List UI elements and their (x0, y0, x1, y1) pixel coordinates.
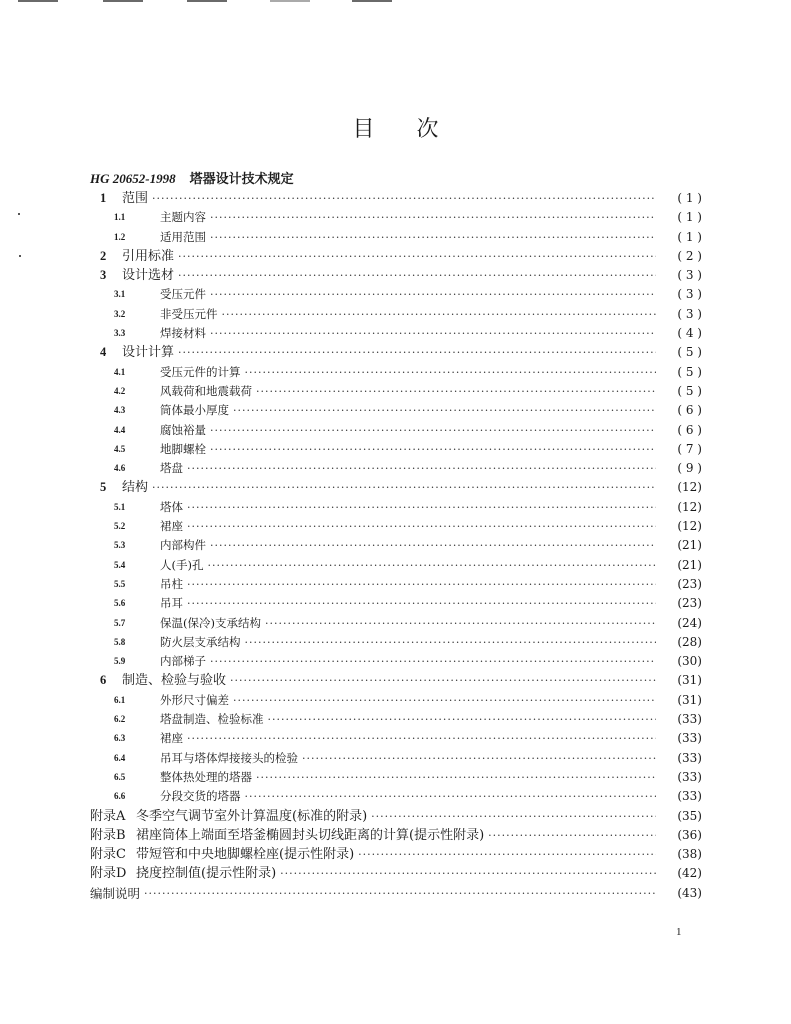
scan-mark (187, 0, 227, 2)
dot-leader (144, 884, 656, 903)
toc-entry-title: 外形尺寸偏差 (160, 692, 229, 707)
dot-leader (358, 845, 656, 864)
toc-entry (90, 343, 702, 362)
toc-entry-title: 内部梯子 (160, 654, 206, 669)
toc-entry (90, 536, 702, 555)
toc-entry-number: 1.2 (114, 231, 126, 242)
toc-entry (90, 826, 702, 845)
scan-mark (103, 0, 143, 2)
toc-entry-title: 编制说明 (90, 885, 141, 901)
toc-entry-title: 筒体最小厚度 (160, 403, 229, 418)
toc-entry-title: 吊耳与塔体焊接接头的检验 (160, 750, 298, 765)
toc-entry-page: (33) (677, 731, 702, 746)
toc-entry-page: ( 9 ) (677, 461, 702, 476)
toc-entry-number: 4 (100, 345, 107, 360)
dot-leader (178, 247, 656, 266)
dot-leader (178, 266, 656, 285)
scan-mark (18, 0, 58, 2)
toc-entry-number: 6.1 (114, 694, 126, 705)
toc-entry (90, 710, 702, 729)
dot-leader (210, 440, 656, 459)
toc-entry-title: 腐蚀裕量 (160, 422, 206, 437)
toc-entry-number: 1.1 (114, 212, 126, 223)
toc-entry (90, 266, 702, 285)
toc-entry-page: (31) (677, 692, 702, 707)
dot-leader (233, 401, 656, 420)
toc-entry-number: 6.2 (114, 714, 126, 725)
toc-entry-title: 冬季空气调节室外计算温度(标准的附录) (136, 808, 368, 824)
toc-entry-number: 附录C (90, 847, 126, 863)
standard-header (90, 168, 294, 187)
toc-entry-title: 人(手)孔 (160, 557, 204, 572)
toc-entry (90, 478, 702, 497)
toc-entry-page: (36) (677, 827, 702, 842)
toc-entry (90, 208, 702, 227)
toc-entry-number: 3.2 (114, 308, 126, 319)
toc-entry-title: 风载荷和地震载荷 (160, 383, 252, 398)
toc-entry-number: 3.3 (114, 328, 126, 339)
toc-entry-page: ( 7 ) (677, 441, 702, 456)
toc-entry (90, 498, 702, 517)
toc-entry-title: 受压元件的计算 (160, 364, 241, 379)
dot-leader (210, 228, 656, 247)
toc-entry-number: 6.4 (114, 752, 126, 763)
toc-entry (90, 614, 702, 633)
toc-entry (90, 305, 702, 324)
toc-entry (90, 864, 702, 883)
toc-entry (90, 228, 702, 247)
toc-entry-title: 塔体 (160, 499, 183, 514)
toc-entry-number: 附录D (90, 866, 127, 882)
standard-code: HG 20652-1998 (90, 171, 176, 186)
toc-entry (90, 285, 702, 304)
toc-entry-page: ( 4 ) (677, 326, 702, 341)
dot-leader (187, 498, 656, 517)
scan-mark (270, 0, 310, 2)
toc-entry-title: 防火层支承结构 (160, 634, 241, 649)
toc-entry-page: (24) (677, 615, 702, 630)
toc-entry (90, 401, 702, 420)
toc-entry-page: ( 5 ) (677, 383, 702, 398)
toc-entry (90, 729, 702, 748)
toc-entry-number: 5.9 (114, 656, 126, 667)
toc-entry-page: ( 6 ) (677, 403, 702, 418)
toc-entry (90, 517, 702, 536)
dot-leader (152, 189, 656, 208)
toc-entry-page: (35) (677, 808, 702, 823)
toc-entry-page: ( 2 ) (677, 248, 702, 263)
toc-entry-page: ( 1 ) (677, 229, 702, 244)
toc-entry (90, 363, 702, 382)
toc-entry-page: (30) (677, 654, 702, 669)
dot-leader (187, 575, 656, 594)
toc-entry-number: 6.6 (114, 791, 126, 802)
toc-entry-number: 4.2 (114, 385, 126, 396)
toc-entry-number: 5.6 (114, 598, 126, 609)
toc-entry-page: ( 3 ) (677, 306, 702, 321)
toc-entry-title: 裙座 (160, 519, 183, 534)
toc-entry (90, 575, 702, 594)
toc-entry-number: 4.1 (114, 366, 126, 377)
toc-entry-title: 带短管和中央地脚螺栓座(提示性附录) (136, 847, 355, 863)
toc-entry-title: 制造、检验与验收 (122, 673, 227, 689)
dot-leader (207, 556, 656, 575)
title-part-2: 次 (416, 117, 439, 142)
page-number: 1 (676, 926, 682, 938)
dot-leader (187, 594, 656, 613)
dot-leader (210, 324, 656, 343)
toc-entry-title: 受压元件 (160, 287, 206, 302)
toc-entry-title: 分段交货的塔器 (160, 789, 241, 804)
toc-entry-number: 6 (100, 673, 107, 688)
toc-entry-title: 设计选材 (122, 268, 175, 284)
toc-entry (90, 189, 702, 208)
page-title (0, 112, 791, 143)
toc-entry (90, 749, 702, 768)
toc-entry-page: (12) (677, 519, 702, 534)
toc-entry-title: 吊耳 (160, 596, 183, 611)
dot-leader (302, 749, 656, 768)
toc-entry (90, 845, 702, 864)
dot-leader (265, 614, 656, 633)
toc-entry-page: ( 1 ) (677, 210, 702, 225)
toc-entry (90, 652, 702, 671)
toc-entry-page: ( 6 ) (677, 422, 702, 437)
toc-entry-page: ( 5 ) (677, 364, 702, 379)
toc-entry-page: (42) (677, 866, 702, 881)
toc-entry (90, 459, 702, 478)
toc-entry-page: (31) (677, 673, 702, 688)
dot-leader (210, 208, 656, 227)
toc-entry-number: 5.2 (114, 521, 126, 532)
toc-entry-number: 6.5 (114, 771, 126, 782)
dot-leader (245, 633, 657, 652)
toc-entry-number: 4.5 (114, 443, 126, 454)
toc-entry-title: 挠度控制值(提示性附录) (136, 866, 277, 882)
toc-entry-title: 塔盘制造、检验标准 (160, 712, 264, 727)
toc-entry (90, 807, 702, 826)
standard-title: 塔器设计技术规定 (189, 171, 294, 186)
toc-entry-title: 裙座 (160, 731, 183, 746)
toc-entry-title: 吊柱 (160, 576, 183, 591)
toc-entry-number: 附录A (90, 808, 126, 824)
toc-entry-number: 5.8 (114, 636, 126, 647)
toc-entry-page: ( 3 ) (677, 287, 702, 302)
table-of-contents (90, 189, 702, 903)
toc-entry-page: (33) (677, 750, 702, 765)
dot-leader (210, 421, 656, 440)
scan-dot (18, 213, 20, 215)
dot-leader (187, 459, 656, 478)
dot-leader (187, 517, 656, 536)
toc-entry-page: (21) (677, 557, 702, 572)
toc-entry-title: 整体热处理的塔器 (160, 769, 252, 784)
toc-entry (90, 247, 702, 266)
toc-entry-number: 附录B (90, 827, 126, 843)
toc-entry-number: 4.6 (114, 463, 126, 474)
toc-entry-number: 1 (100, 191, 107, 205)
toc-entry (90, 884, 702, 903)
toc-entry-title: 引用标准 (122, 248, 175, 264)
title-part-1: 目 (352, 117, 375, 142)
toc-entry-title: 范围 (122, 191, 149, 206)
toc-entry (90, 594, 702, 613)
toc-entry (90, 633, 702, 652)
toc-entry-number: 5.4 (114, 559, 126, 570)
scan-dot (19, 255, 21, 257)
toc-entry-number: 6.3 (114, 733, 126, 744)
toc-entry-page: (12) (677, 499, 702, 514)
toc-entry (90, 768, 702, 787)
toc-entry (90, 691, 702, 710)
toc-entry-title: 设计计算 (122, 345, 175, 361)
toc-entry-title: 适用范围 (160, 229, 206, 244)
dot-leader (371, 807, 656, 826)
dot-leader (488, 826, 656, 845)
toc-entry-number: 2 (100, 248, 107, 263)
toc-entry-title: 保温(保冷)支承结构 (160, 615, 261, 630)
toc-entry-title: 裙座筒体上端面至塔釜椭圆封头切线距离的计算(提示性附录) (136, 827, 485, 843)
dot-leader (152, 478, 656, 497)
dot-leader (210, 285, 656, 304)
dot-leader (256, 768, 656, 787)
toc-entry-number: 4.3 (114, 405, 126, 416)
toc-entry-page: (23) (677, 596, 702, 611)
toc-entry (90, 324, 702, 343)
dot-leader (187, 729, 656, 748)
scan-mark (352, 0, 392, 2)
toc-entry (90, 440, 702, 459)
toc-entry-page: (28) (677, 634, 702, 649)
toc-entry-page: ( 5 ) (677, 345, 702, 360)
toc-entry-page: ( 3 ) (677, 268, 702, 283)
toc-entry (90, 421, 702, 440)
toc-entry-number: 5.5 (114, 578, 126, 589)
toc-entry-title: 焊接材料 (160, 326, 206, 341)
dot-leader (230, 671, 656, 690)
toc-entry-page: (33) (677, 769, 702, 784)
toc-entry-title: 内部构件 (160, 538, 206, 553)
dot-leader (256, 382, 656, 401)
toc-entry-title: 塔盘 (160, 461, 183, 476)
dot-leader (245, 363, 657, 382)
toc-entry-page: (33) (677, 712, 702, 727)
toc-entry-page: (38) (677, 847, 702, 862)
toc-entry-title: 非受压元件 (160, 306, 218, 321)
toc-entry-number: 5.3 (114, 540, 126, 551)
toc-entry-page: (21) (677, 538, 702, 553)
toc-entry (90, 787, 702, 806)
toc-entry (90, 556, 702, 575)
toc-entry-page: (33) (677, 789, 702, 804)
dot-leader (268, 710, 657, 729)
toc-entry-page: (12) (677, 480, 702, 495)
dot-leader (233, 691, 656, 710)
dot-leader (222, 305, 657, 324)
toc-entry-number: 4.4 (114, 424, 126, 435)
toc-entry-page: (43) (677, 885, 702, 900)
toc-entry (90, 671, 702, 690)
toc-entry-number: 5 (100, 480, 107, 495)
toc-entry-title: 主题内容 (160, 210, 206, 225)
dot-leader (280, 864, 656, 883)
toc-entry-page: ( 1 ) (677, 191, 702, 205)
dot-leader (245, 787, 657, 806)
toc-entry-title: 结构 (122, 480, 149, 496)
toc-entry (90, 382, 702, 401)
toc-entry-title: 地脚螺栓 (160, 441, 206, 456)
toc-entry-number: 3.1 (114, 289, 126, 300)
toc-entry-number: 5.7 (114, 617, 126, 628)
toc-entry-number: 5.1 (114, 501, 126, 512)
dot-leader (178, 343, 656, 362)
dot-leader (210, 652, 656, 671)
toc-entry-page: (23) (677, 576, 702, 591)
dot-leader (210, 536, 656, 555)
toc-entry-number: 3 (100, 268, 107, 283)
